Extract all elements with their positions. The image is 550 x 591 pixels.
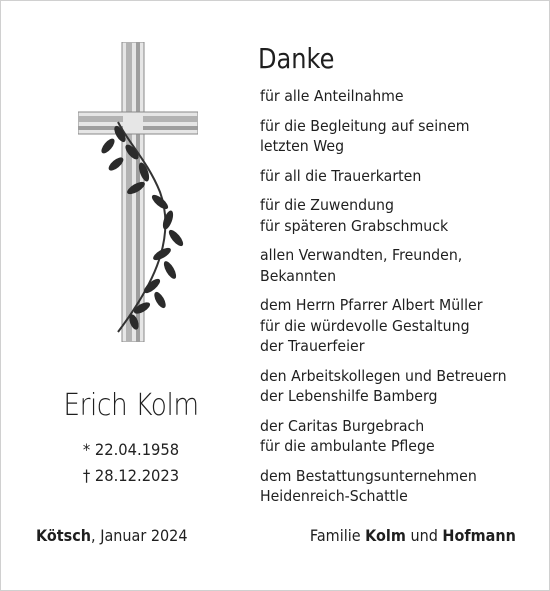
place-date [36,526,187,545]
thanks-line: den Arbeitskollegen und Betreuern [260,366,507,385]
thanks-line: für die Begleitung auf seinem [260,116,470,135]
family-and: und [406,526,443,545]
thanks-line: dem Herrn Pfarrer Albert Müller [260,296,483,314]
thanks-line: für all die Trauerkarten [260,166,422,185]
family-name-hofmann: Hofmann [442,526,516,545]
thanks-line: für die Zuwendung [260,196,394,214]
thanks-line: für die würdevolle Gestaltung [260,316,470,335]
thanks-item [260,166,520,187]
thanks-item [260,195,520,236]
heading-thanks: Danke [258,42,335,75]
place: Kötsch [36,526,92,545]
deceased-name: Erich Kolm [63,388,199,423]
thanks-line: für alle Anteilnahme [260,87,404,105]
thanks-item [260,295,520,357]
family-prefix: Familie [310,526,366,545]
thanks-item [260,116,520,157]
thanks-line: der Caritas Burgebrach [260,416,425,435]
date: , Januar 2024 [91,526,188,545]
birth-date: * 22.04.1958 [82,440,180,459]
thanks-line: Bekannten [260,266,337,285]
thanks-line: für die ambulante Pflege [260,437,435,455]
thanks-line: für späteren Grabschmuck [260,216,449,235]
family-signature [310,526,516,545]
thanks-item [260,416,520,457]
family-name-kolm: Kolm [365,526,407,545]
thanks-line: Heidenreich-Schattle [260,487,408,505]
thanks-line: der Trauerfeier [260,337,365,355]
thanks-item [260,366,520,407]
cross-with-laurel-icon [78,42,198,342]
thanks-item [260,466,520,507]
death-date: † 28.12.2023 [82,466,180,485]
thanks-line: allen Verwandten, Freunden, [260,246,463,264]
thanks-list [260,86,540,516]
thanks-item [260,245,520,286]
thanks-line: der Lebenshilfe Bamberg [260,387,438,405]
thanks-line: letzten Weg [260,137,345,155]
thanks-line: dem Bestattungsunternehmen [260,466,477,485]
thanks-item [260,86,520,107]
